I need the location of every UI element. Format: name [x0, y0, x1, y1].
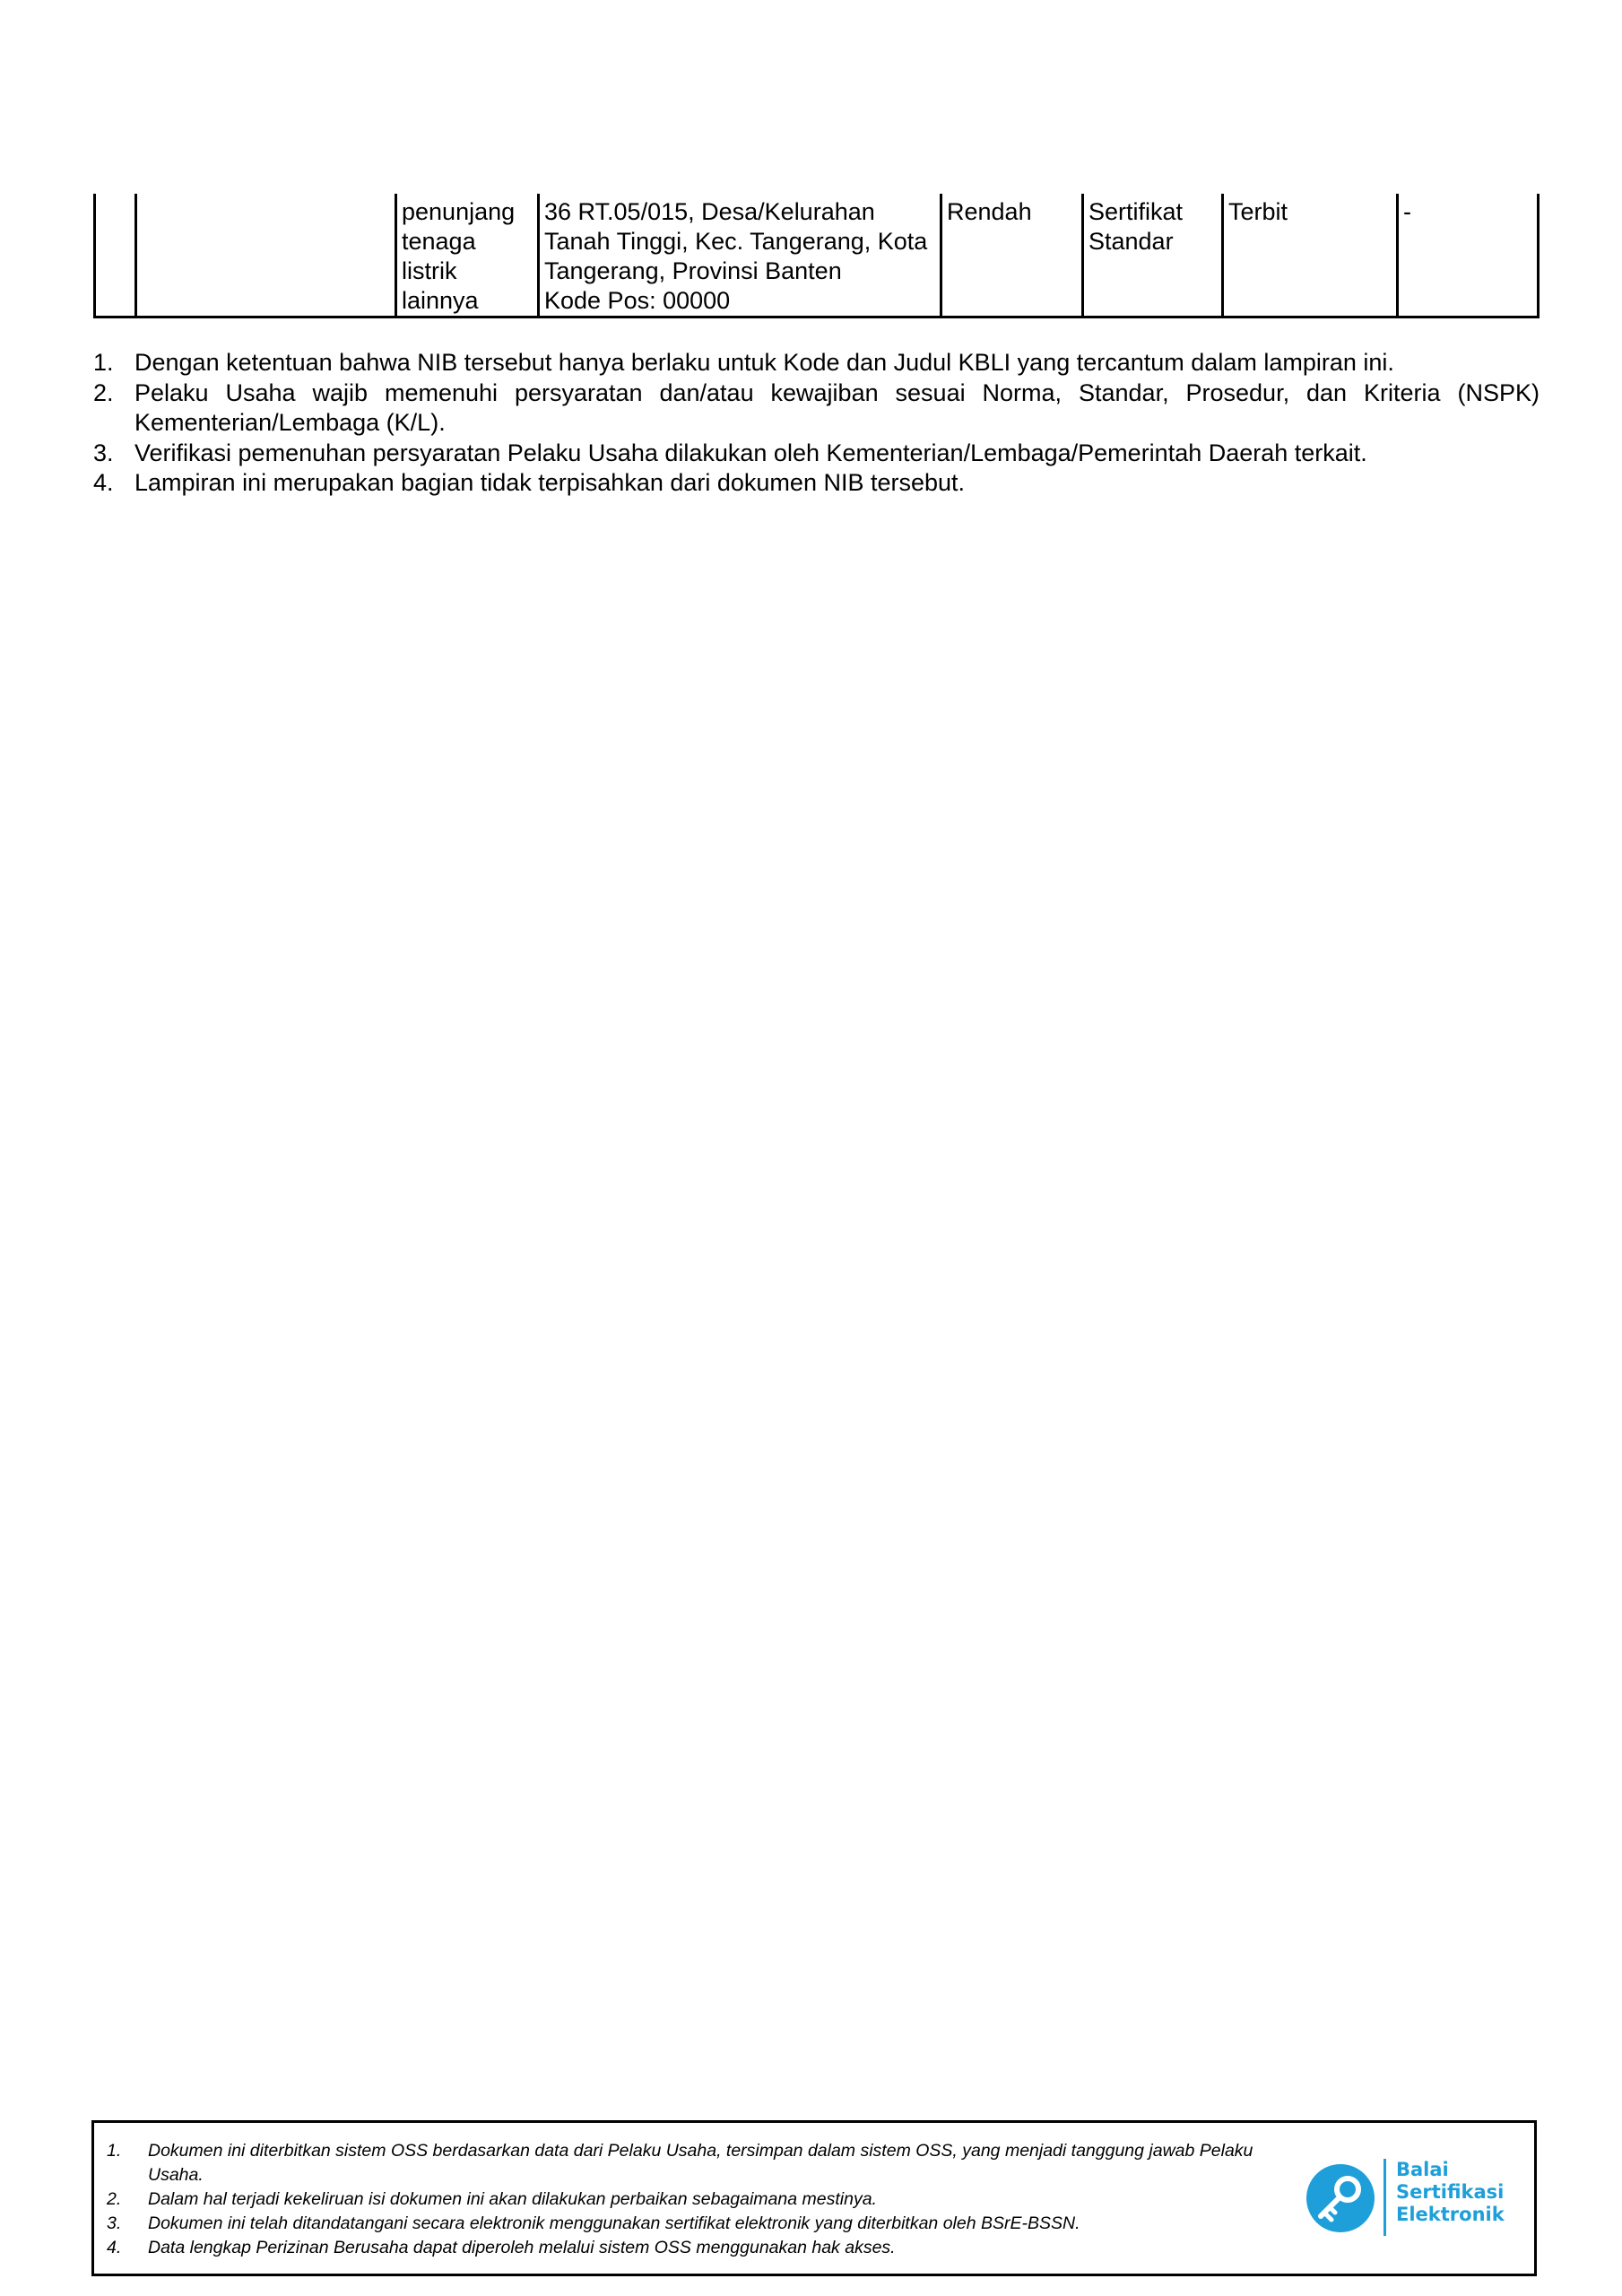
footer-note — [107, 2212, 1299, 2236]
terms-item — [93, 468, 1540, 499]
terms-item-text: Pelaku Usaha wajib memenuhi persyaratan dan/atau kewajiban sesuai Norma, Standar, Prosedur, dan Kriteria (NSPK) Kementerian/Lembaga (K/L). — [134, 378, 1540, 436]
license-table-continuation — [93, 194, 1540, 318]
footer-note-number: 1. — [107, 2141, 122, 2161]
footer-notes-list — [107, 2139, 1299, 2260]
footer-note — [107, 2139, 1299, 2187]
footer-disclaimer-box — [91, 2120, 1537, 2276]
table-cell-license-type: Sertifikat Standar — [1081, 194, 1221, 316]
table-cell-risk: Rendah — [940, 194, 1081, 316]
terms-item — [93, 348, 1540, 378]
terms-item-number: 1. — [93, 349, 114, 376]
key-icon — [1305, 2162, 1376, 2234]
bsre-logo — [1305, 2157, 1520, 2239]
terms-item-text: Dengan ketentuan bahwa NIB tersebut hanya berlaku untuk Kode dan Judul KBLI yang tercantum dalam lampiran ini. — [134, 349, 1394, 376]
terms-item — [93, 378, 1540, 439]
logo-line-2: Sertifikasi — [1396, 2181, 1505, 2203]
logo-wordmark — [1396, 2159, 1505, 2226]
table-cell-blank — [134, 194, 395, 316]
footer-note-text: Dalam hal terjadi kekeliruan isi dokumen ini akan dilakukan perbaikan sebagaimana mestinya. — [148, 2189, 877, 2209]
footer-note-number: 4. — [107, 2238, 122, 2257]
terms-item — [93, 439, 1540, 469]
footer-note — [107, 2187, 1299, 2212]
logo-line-1: Balai — [1396, 2159, 1449, 2180]
terms-item-number: 2. — [93, 378, 114, 406]
footer-note-number: 3. — [107, 2213, 122, 2233]
table-cell-activity: penunjang tenaga listrik lainnya — [395, 194, 537, 316]
terms-item-number: 4. — [93, 469, 114, 496]
footer-note-text: Data lengkap Perizinan Berusaha dapat diperoleh melalui sistem OSS menggunakan hak akses. — [148, 2238, 896, 2257]
terms-item-text: Lampiran ini merupakan bagian tidak terpisahkan dari dokumen NIB tersebut. — [134, 469, 966, 496]
footer-note-text: Dokumen ini telah ditandatangani secara elektronik menggunakan sertifikat elektronik yang diterbitkan oleh BSrE-BSSN. — [148, 2213, 1080, 2233]
logo-divider — [1383, 2159, 1386, 2236]
terms-item-text: Verifikasi pemenuhan persyaratan Pelaku Usaha dilakukan oleh Kementerian/Lembaga/Pemerintah Daerah terkait. — [134, 439, 1367, 466]
footer-note-number: 2. — [107, 2189, 122, 2209]
terms-item-number: 3. — [93, 439, 114, 466]
table-cell-no — [93, 194, 134, 316]
terms-list — [93, 348, 1540, 499]
table-cell-address: 36 RT.05/015, Desa/Kelurahan Tanah Tinggi, Kec. Tangerang, Kota Tangerang, Provinsi Banten Kode Pos: 00000 — [537, 194, 940, 316]
footer-note-text: Dokumen ini diterbitkan sistem OSS berdasarkan data dari Pelaku Usaha, tersimpan dalam sistem OSS, yang menjadi tanggung jawab Pelaku Usaha. — [148, 2141, 1253, 2185]
table-cell-remarks: - — [1396, 194, 1540, 316]
footer-note — [107, 2236, 1299, 2260]
table-cell-status: Terbit — [1221, 194, 1396, 316]
logo-line-3: Elektronik — [1396, 2204, 1505, 2225]
